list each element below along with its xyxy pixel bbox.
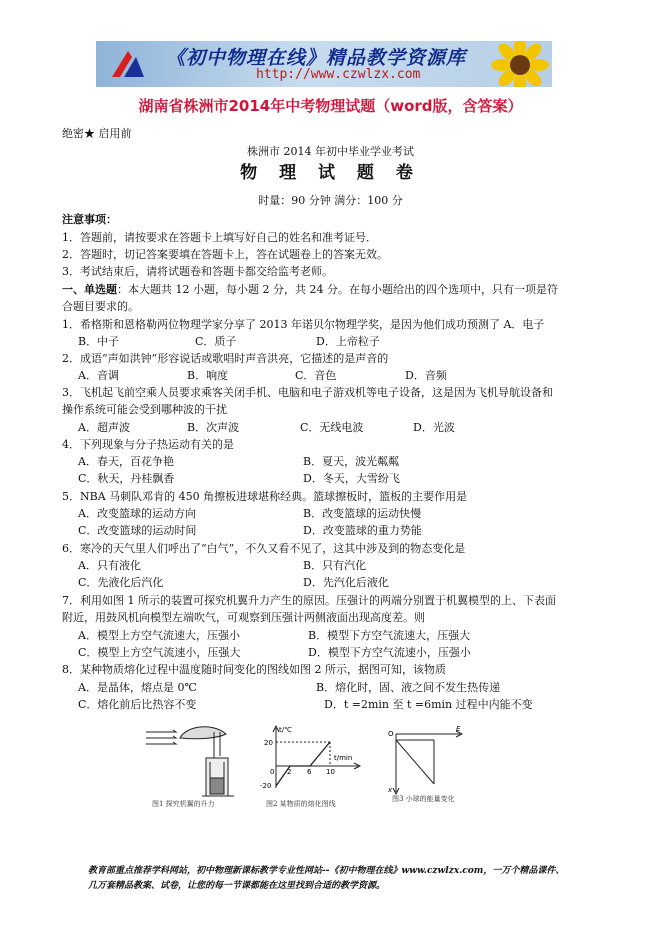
question-8-option-c: C．熔化前后比热容不变 (78, 698, 197, 711)
question-7-stem: 7．利用如图 1 所示的装置可探究机翼升力产生的原因。压强计的两端分别置于机翼模型的上、下表面 (62, 594, 556, 607)
section-text: ：本大题共 12 小题，每小题 2 分，共 24 分。在每小题给出的四个选项中，只有一项是符 (117, 283, 558, 296)
question-1-option-b: B．中子 (78, 335, 120, 348)
figure-2-tick-10: 10 (326, 768, 335, 776)
question-3-option-a: A．超声波 (78, 421, 130, 434)
figure-2-tick-6: 6 (307, 768, 312, 776)
figure-1-wing-apparatus (142, 724, 242, 802)
footer-line-1: 教育部重点推荐学科网站，初中物理新课标教学专业性网站--《初中物理在线》www.czwlzx.com，一万个精品课件、 (88, 866, 565, 876)
banner-url[interactable]: http://www.czwlzx.com (256, 67, 421, 82)
question-1-option-c: C．质子 (195, 335, 237, 348)
question-4-stem: 4．下列现象与分子热运动有关的是 (62, 438, 234, 451)
question-7-option-d: D．模型下方空气流速小，压强小 (308, 646, 471, 659)
notice-item: 3．考试结束后，请将试题卷和答题卡都交给监考老师。 (62, 265, 333, 278)
document-title: 物 理 试 题 卷 (240, 163, 421, 183)
question-5-option-d: D．改变篮球的重力势能 (303, 524, 422, 537)
question-2-option-a: A．音调 (78, 369, 119, 382)
confidential-mark: 绝密★ 启用前 (62, 127, 132, 140)
footer-line-2: 几万套精品教案、试卷，让您的每一节课都能在这里找到合适的教学资源。 (88, 881, 386, 891)
question-7-option-c: C．模型上方空气流速小，压强大 (78, 646, 241, 659)
question-3-option-d: D．光波 (413, 421, 455, 434)
figure-3-e-label: E (456, 725, 461, 733)
figure-2-x-label: t/min (334, 754, 353, 762)
exam-name: 株洲市 2014 年初中毕业学业考试 (247, 145, 414, 158)
figure-2-caption: 图2 某物质的熔化图线 (266, 800, 336, 808)
question-6-option-d: D．先汽化后液化 (303, 576, 389, 589)
figure-2-origin: 0 (270, 768, 275, 776)
question-7-option-a: A．模型上方空气流速大，压强小 (78, 629, 240, 642)
headline: 湖南省株洲市2014年中考物理试题（word版，含答案） (138, 97, 523, 115)
time-and-score: 时量：90 分钟 满分：100 分 (258, 194, 403, 207)
figure-3-origin: O (388, 730, 394, 738)
question-5-option-a: A．改变篮球的运动方向 (78, 507, 196, 520)
question-6-option-b: B．只有汽化 (303, 559, 367, 572)
question-3-stem-cont: 操作系统可能会受到哪种波的干扰 (62, 403, 227, 416)
figure-3-x-label: x (388, 786, 393, 794)
question-6-option-c: C．先液化后汽化 (78, 576, 164, 589)
question-8-option-b: B．熔化时，固、液之间不发生热传递 (316, 681, 501, 694)
question-4-option-b: B．夏天，波光粼粼 (303, 455, 400, 468)
notice-item: 1．答题前，请按要求在答题卡上填写好自己的姓名和准考证号． (62, 231, 377, 244)
question-2-option-c: C．音色 (295, 369, 337, 382)
banner-title: 《初中物理在线》精品教学资源库 (166, 47, 467, 69)
figure-2-tick-2: 2 (287, 768, 292, 776)
question-6-stem: 6．寒冷的天气里人们呼出了“白气”，不久又看不见了，这其中涉及到的物态变化是 (62, 542, 466, 555)
question-4-option-c: C．秋天，丹桂飘香 (78, 472, 175, 485)
question-6-option-a: A．只有液化 (78, 559, 141, 572)
question-8-option-d: D．t =2min 至 t =6min 过程中内能不变 (324, 698, 533, 711)
question-5-option-c: C．改变篮球的运动时间 (78, 524, 197, 537)
notice-item: 2．答题时，切记答案要填在答题卡上，答在试题卷上的答案无效。 (62, 248, 388, 261)
section-text-cont: 合题目要求的。 (62, 300, 139, 313)
figure-2-tick-neg20: -20 (260, 782, 272, 790)
figure-2-tick-20: 20 (264, 739, 273, 747)
question-1-stem: 1．希格斯和恩格勒两位物理学家分享了 2013 年诺贝尔物理学奖，是因为他们成功预测了 A．电子 (62, 318, 545, 331)
question-8-stem: 8．某种物质熔化过程中温度随时间变化的图线如图 2 所示，据图可知，该物质 (62, 663, 446, 676)
question-3-stem: 3．飞机起飞前空乘人员要求乘客关闭手机、电脑和电子游戏机等电子设备，这是因为飞机导航设备和 (62, 386, 553, 399)
question-2-stem: 2．成语“声如洪钟”形容说话或歌唱时声音洪亮，它描述的是声音的 (62, 352, 389, 365)
question-5-option-b: B．改变篮球的运动快慢 (303, 507, 422, 520)
header-banner (96, 41, 552, 87)
question-1-option-d: D．上帝粒子 (316, 335, 380, 348)
question-2-option-d: D．音频 (405, 369, 447, 382)
question-2-option-b: B．响度 (187, 369, 229, 382)
notice-heading: 注意事项： (62, 213, 117, 226)
question-4-option-d: D．冬天，大雪纷飞 (303, 472, 400, 485)
figure-1-caption: 图1 探究机翼的升力 (152, 800, 215, 808)
question-4-option-a: A．春天，百花争艳 (78, 455, 174, 468)
question-3-option-b: B．次声波 (187, 421, 240, 434)
figure-3-caption: 图3 小球的能量变化 (392, 795, 455, 803)
sunflower-image (490, 41, 550, 87)
section-label: 一、单选题 (62, 283, 117, 296)
figure-3-energy-graph (382, 724, 468, 796)
question-3-option-c: C．无线电波 (300, 421, 364, 434)
figure-2-y-label: t/℃ (279, 726, 292, 734)
banner-logo (106, 47, 148, 81)
section-intro (62, 283, 558, 297)
question-7-stem-cont: 附近，用鼓风机向模型左端吹气，可观察到压强计两侧液面出现高度差。则 (62, 611, 425, 624)
question-7-option-b: B．模型下方空气流速大，压强大 (308, 629, 471, 642)
question-5-stem: 5．NBA 马刺队邓肯的 450 角擦板进球堪称经典。篮球擦板时，篮板的主要作用是 (62, 490, 468, 503)
question-8-option-a: A．是晶体，熔点是 0℃ (78, 681, 197, 694)
figure-2-melting-graph (258, 724, 366, 796)
